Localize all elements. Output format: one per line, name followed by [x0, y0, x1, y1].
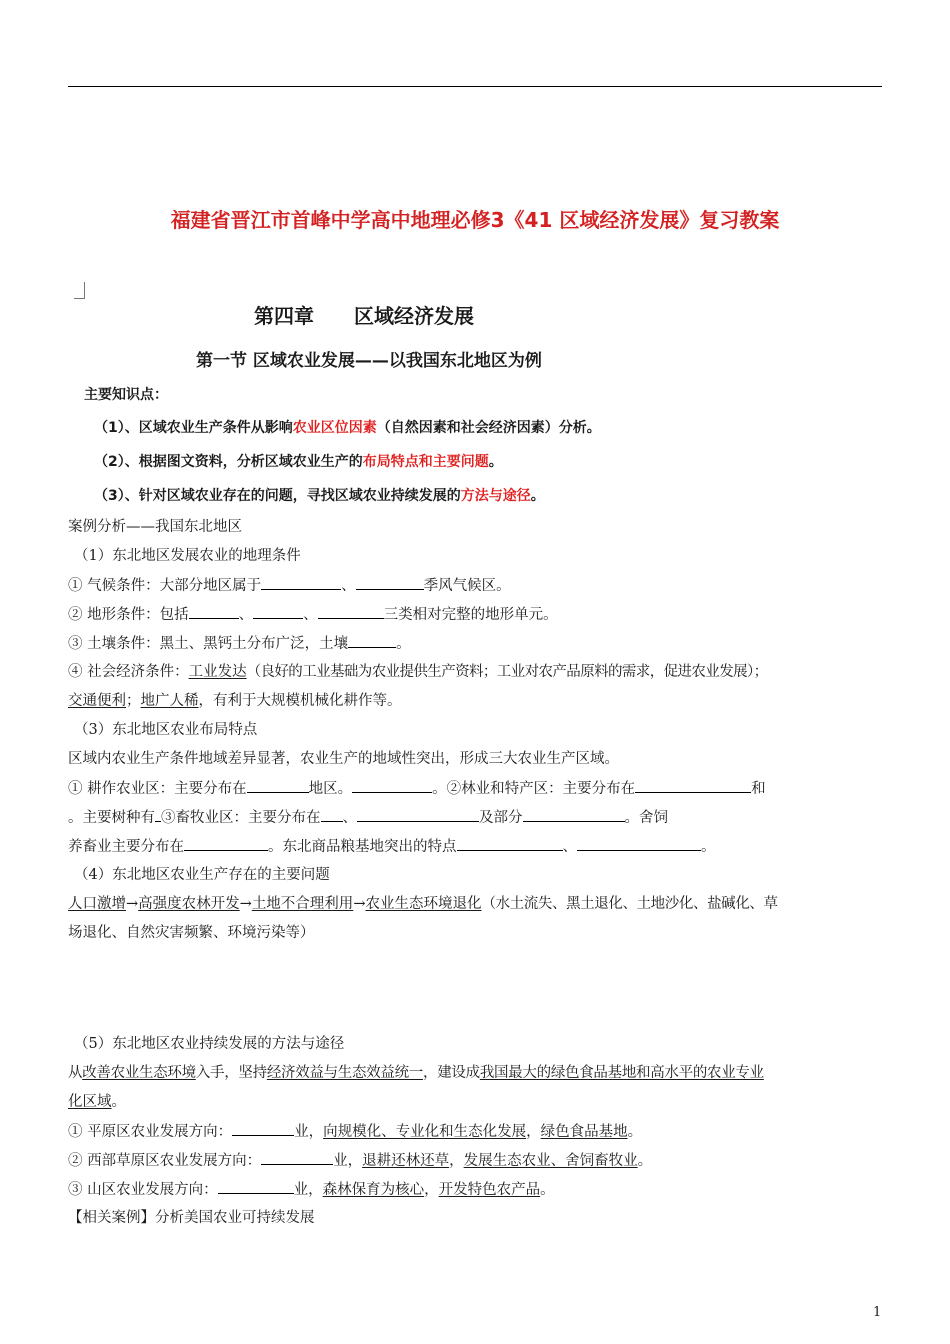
- social-line-2: 交通便利；地广人稀，有利于大规模机械化耕作等。: [68, 693, 402, 709]
- document-title: 福建省晋江市首峰中学高中地理必修3《41 区域经济发展》复习教案: [170, 208, 780, 232]
- s1-heading: （1）东北地区发展农业的地理条件: [74, 548, 301, 564]
- blank[interactable]: [635, 778, 751, 793]
- header-rule: [68, 86, 882, 87]
- s4-heading: （4）东北地区农业生产存在的主要问题: [74, 867, 330, 883]
- blank[interactable]: [348, 633, 396, 648]
- blank[interactable]: [261, 575, 341, 590]
- climate-line: ① 气候条件：大部分地区属于 、 季风气候区。: [68, 575, 511, 596]
- related-case: 【相关案例】分析美国农业可持续发展: [68, 1210, 315, 1226]
- margin-corner-mark: [74, 282, 85, 299]
- key-points-heading: 主要知识点：: [84, 387, 168, 403]
- blank[interactable]: [247, 778, 309, 793]
- section-heading: 第一节 区域农业发展——以我国东北地区为例: [196, 351, 542, 371]
- terrain-line: ② 地形条件：包括 、 、 三类相对完整的地形单元。: [68, 604, 558, 625]
- case-heading: 案例分析——我国东北地区: [68, 519, 242, 535]
- blank[interactable]: [261, 1150, 333, 1165]
- blank[interactable]: [356, 575, 424, 590]
- blank[interactable]: [357, 807, 479, 822]
- blank[interactable]: [457, 836, 563, 851]
- s3-heading: （3）东北地区农业布局特点: [74, 722, 258, 738]
- west-direction: ② 西部草原区农业发展方向： 业，退耕还林还草，发展生态农业、舍饲畜牧业。: [68, 1150, 652, 1171]
- problem-chain-cont: 场退化、自然灾害频繁、环境污染等）: [68, 925, 315, 941]
- blank[interactable]: [218, 1179, 294, 1194]
- blank[interactable]: [523, 807, 625, 822]
- blank[interactable]: [232, 1121, 294, 1136]
- chapter-number: 第四章: [254, 304, 314, 328]
- blank[interactable]: [189, 604, 239, 619]
- key-point-1: （1）、区域农业生产条件从影响农业区位因素（自然因素和社会经济因素）分析。: [94, 420, 601, 436]
- s5-heading: （5）东北地区农业持续发展的方法与途径: [74, 1036, 345, 1052]
- chapter-name: 区域经济发展: [354, 304, 474, 328]
- soil-line: ③ 土壤条件：黑土、黑钙土分布广泛，土壤 。: [68, 633, 411, 654]
- plain-direction: ① 平原区农业发展方向： 业，向规模化、专业化和生态化发展，绿色食品基地。: [68, 1121, 642, 1142]
- s5-para-line-2: 化区域。: [68, 1094, 126, 1110]
- blank[interactable]: [184, 836, 268, 851]
- key-point-3: （3）、针对区域农业存在的问题，寻找区域农业持续发展的方法与途径。: [94, 488, 545, 504]
- s3-intro: 区域内农业生产条件地域差异显著，农业生产的地域性突出，形成三大农业生产区域。: [68, 751, 619, 767]
- blank[interactable]: [253, 604, 303, 619]
- s3-line-2: 。主要树种有 ③畜牧业区：主要分布在 、 及部分 。舍饲: [68, 807, 668, 828]
- mountain-direction: ③ 山区农业发展方向： 业，森林保育为核心，开发特色农产品。: [68, 1179, 555, 1200]
- page-number: 1: [873, 1305, 882, 1320]
- problem-chain: 人口激增→高强度农林开发→土地不合理利用→农业生态环境退化（水土流失、黑土退化、土地沙化、盐碱化、草: [68, 896, 778, 912]
- s5-para-line-1: 从改善农业生态环境入手，坚持经济效益与生态效益统一，建设成我国最大的绿色食品基地和高水平的农业专业: [68, 1065, 764, 1081]
- key-point-2: （2）、根据图文资料，分析区域农业生产的布局特点和主要问题。: [94, 454, 503, 470]
- blank[interactable]: [352, 778, 432, 793]
- social-line-1: ④ 社会经济条件：工业发达（良好的工业基础为农业提供生产资料；工业对农产品原料的需求，促进农业发展）；: [68, 664, 768, 680]
- blank[interactable]: [318, 604, 384, 619]
- blank[interactable]: [577, 836, 701, 851]
- s3-line-1: ① 耕作农业区：主要分布在 地区。 。②林业和特产区：主要分布在 和: [68, 778, 766, 799]
- s3-line-3: 养畜业主要分布在 。东北商品粮基地突出的特点 、 。: [68, 836, 716, 857]
- blank[interactable]: [321, 807, 343, 822]
